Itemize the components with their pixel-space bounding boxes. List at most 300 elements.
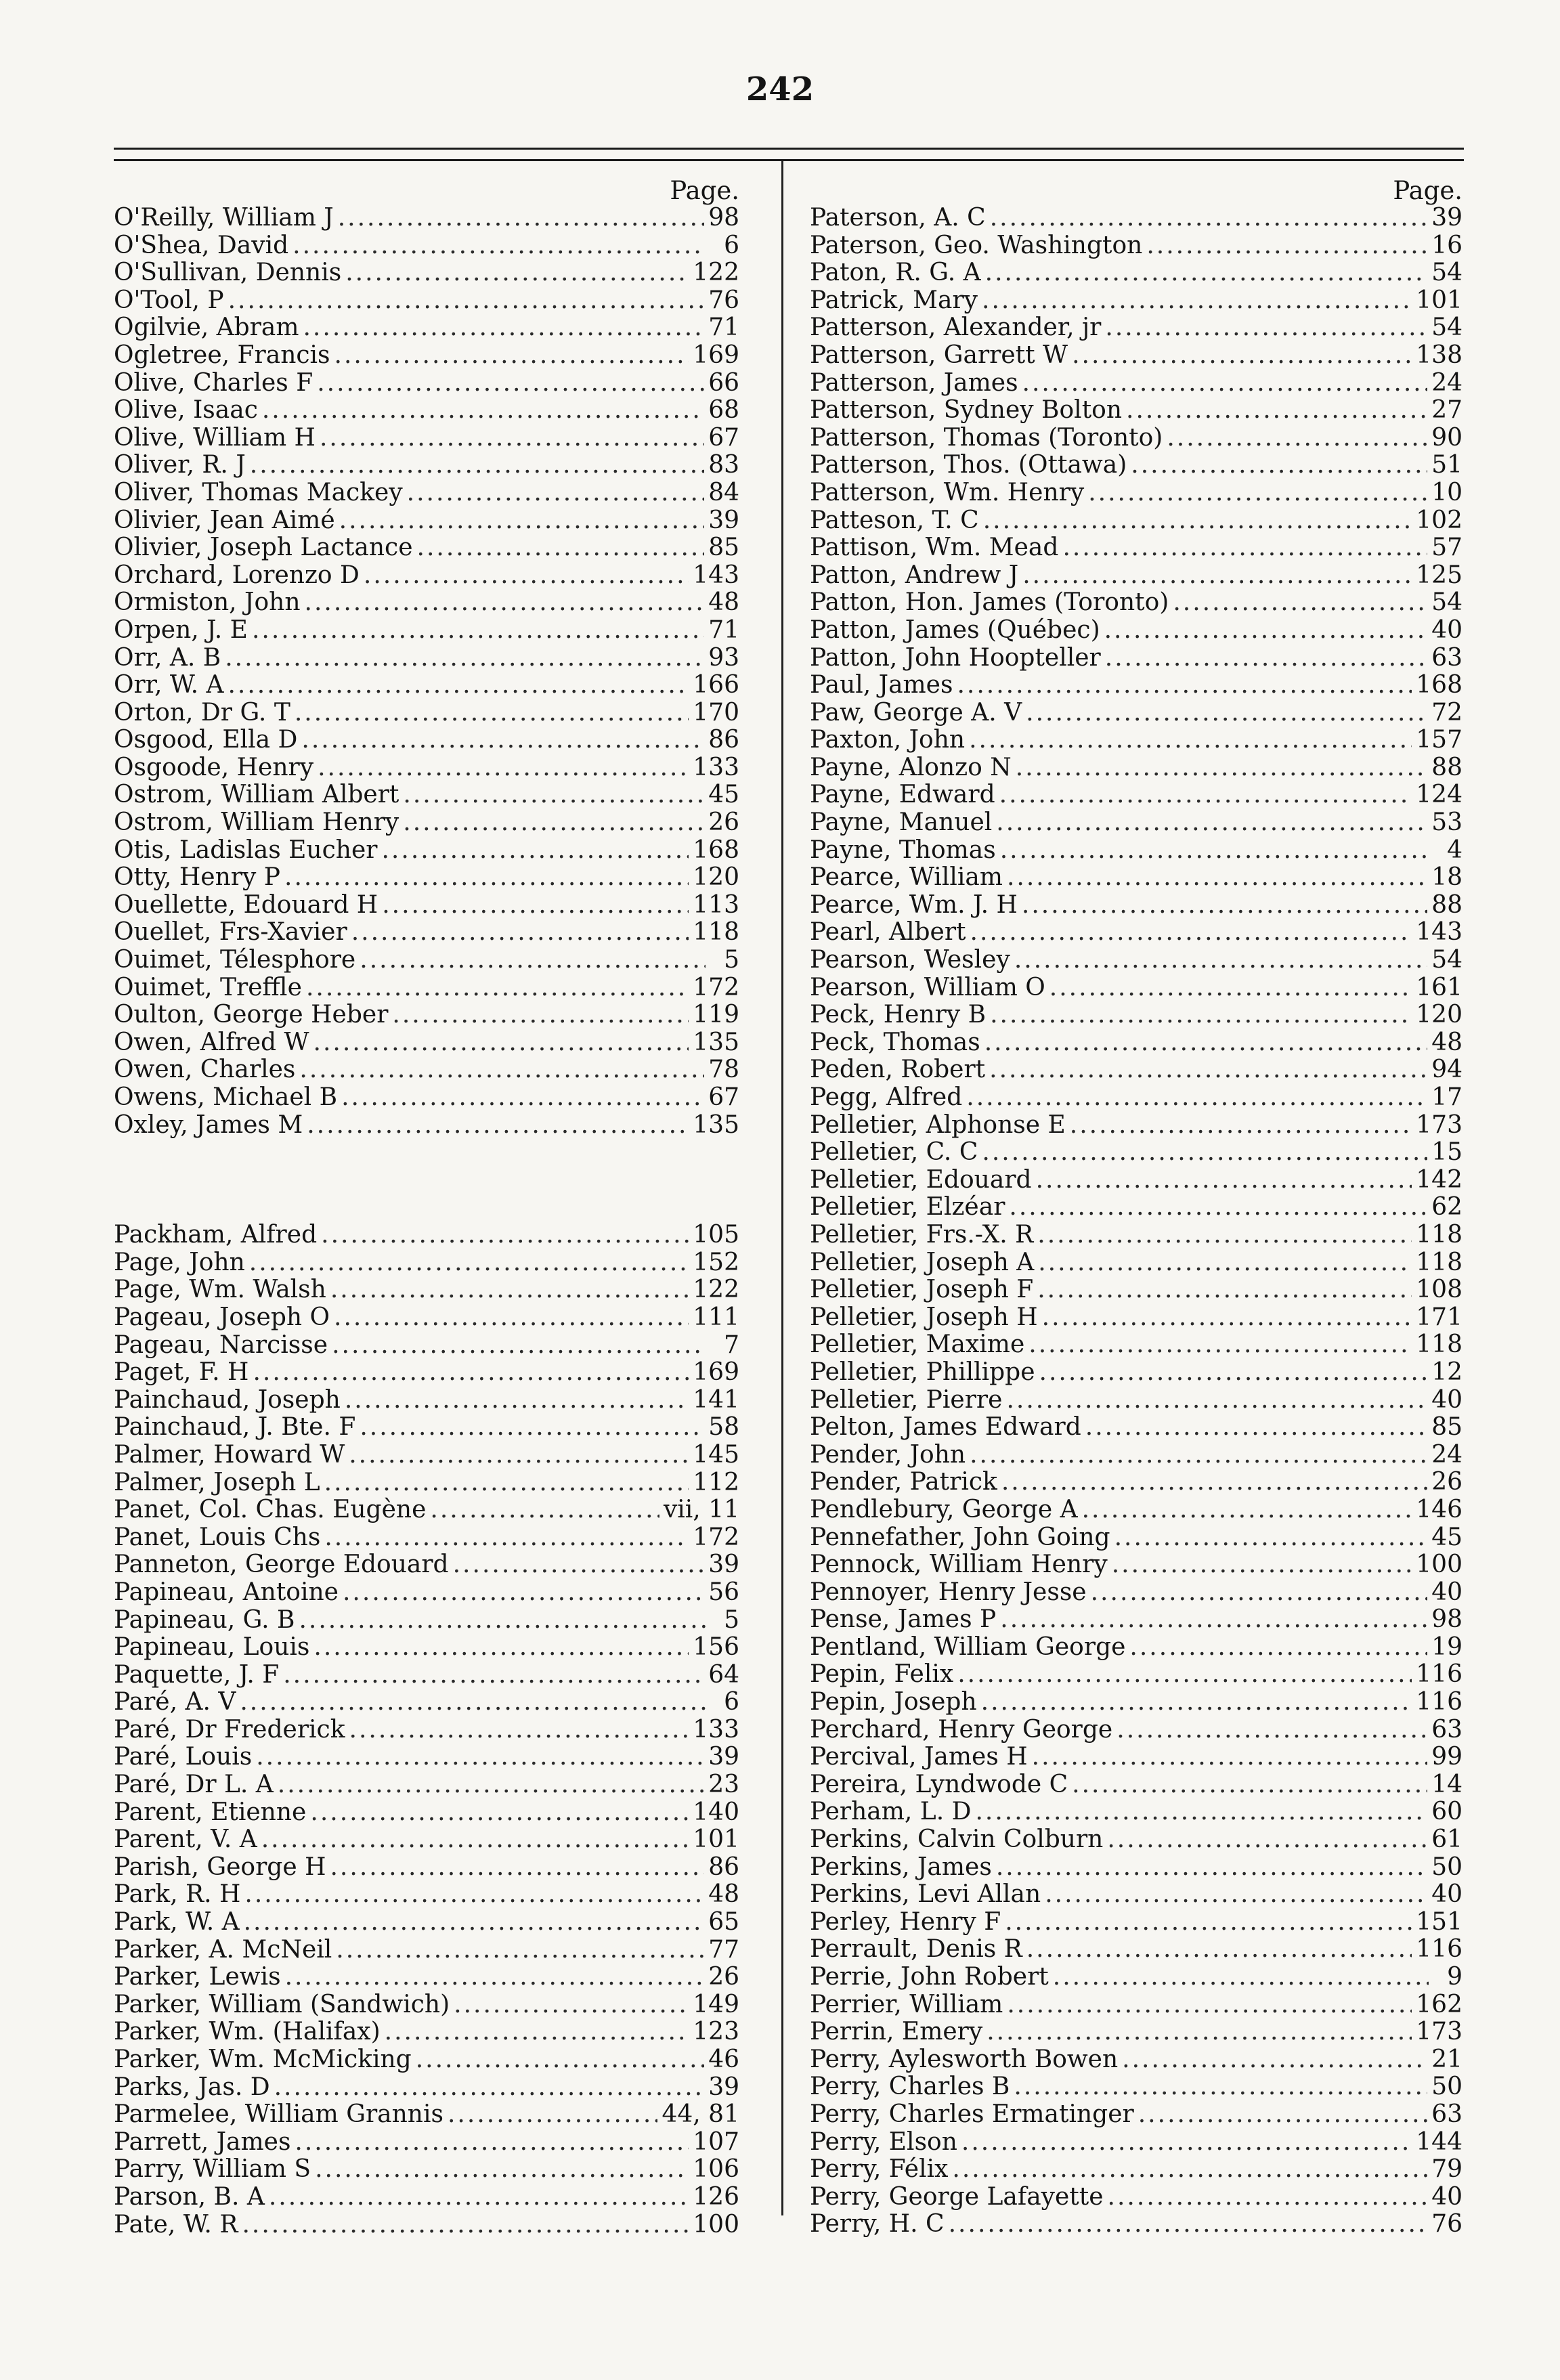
index-entry: [810, 617, 1462, 645]
dot-leader: [262, 397, 704, 425]
index-entry: [810, 974, 1462, 1002]
dot-leader: [1131, 452, 1427, 479]
entry-page: 71: [708, 615, 739, 644]
entry-page: 9: [1447, 1963, 1462, 1991]
index-entry: [114, 781, 739, 809]
header-double-rule: [114, 148, 1464, 161]
entry-page: 157: [1416, 726, 1462, 754]
entry-page: 120: [693, 863, 739, 892]
entry-name: Ostrom, William Henry: [114, 808, 399, 837]
index-entry: [810, 1276, 1462, 1304]
dot-leader: [349, 1442, 689, 1469]
entry-name: Pageau, Joseph O: [114, 1303, 330, 1331]
dot-leader: [1108, 2184, 1428, 2211]
index-entry: [114, 1964, 739, 1991]
entry-name: Payne, Manuel: [810, 808, 993, 837]
entry-page: 71: [708, 313, 739, 342]
dot-leader: [1009, 1194, 1427, 1221]
dot-leader: [982, 287, 1412, 315]
dot-leader: [970, 919, 1412, 947]
entry-name: Parker, Lewis: [114, 1963, 281, 1991]
entry-page: 135: [693, 1028, 739, 1056]
dot-leader: [360, 1414, 704, 1442]
index-entry: [810, 781, 1462, 809]
dot-leader: [1114, 1524, 1428, 1552]
entry-name: Olivier, Joseph Lactance: [114, 534, 413, 562]
index-entry: [114, 589, 739, 617]
entry-page: 40: [1431, 1578, 1462, 1606]
entry-name: Parker, William (Sandwich): [114, 1990, 450, 2018]
index-entry: [810, 1909, 1462, 1937]
dot-leader: [306, 974, 689, 1002]
entry-page: 63: [1431, 1715, 1462, 1744]
index-entry: [810, 534, 1462, 562]
entry-page: 6: [724, 231, 739, 259]
dot-leader: [1105, 645, 1427, 672]
dot-leader: [299, 1607, 706, 1635]
dot-leader: [295, 2129, 689, 2157]
entry-page: 99: [1431, 1743, 1462, 1771]
index-entry: [114, 479, 739, 507]
entry-page: 112: [693, 1468, 739, 1496]
dot-leader: [990, 204, 1427, 232]
index-entry: [810, 2101, 1462, 2129]
dot-leader: [1005, 1909, 1412, 1937]
dot-leader: [990, 1001, 1412, 1029]
entry-page: 67: [708, 423, 739, 452]
dot-leader: [228, 672, 689, 699]
index-entry: [810, 1606, 1462, 1634]
entry-page: 125: [1416, 561, 1462, 589]
entry-name: O'Tool, P: [114, 286, 224, 314]
index-entry: [114, 645, 739, 672]
index-entry: [114, 534, 739, 562]
entry-name: Ouimet, Télesphore: [114, 946, 356, 974]
entry-name: Pentland, William George: [810, 1632, 1126, 1661]
entry-page: 101: [1416, 286, 1462, 314]
dot-leader: [345, 259, 689, 287]
right-column: [810, 177, 1462, 2238]
dot-leader: [242, 2211, 689, 2239]
entry-name: Perkins, Calvin Colburn: [810, 1825, 1104, 1854]
entry-name: Parent, Etienne: [114, 1798, 307, 1826]
index-entry: [114, 809, 739, 837]
dot-leader: [1049, 974, 1412, 1002]
entry-page: 76: [708, 286, 739, 314]
entry-name: Pearl, Albert: [810, 918, 966, 947]
entry-page: 39: [708, 1551, 739, 1579]
entry-page: 77: [708, 1935, 739, 1964]
entry-page: 94: [1431, 1056, 1462, 1084]
index-entry: [114, 232, 739, 260]
index-entry: [810, 589, 1462, 617]
index-entry: [810, 2184, 1462, 2211]
index-entry: [810, 1029, 1462, 1057]
entry-page: 39: [708, 2073, 739, 2101]
index-entry: [810, 1524, 1462, 1552]
entry-page: 171: [1416, 1303, 1462, 1331]
dot-leader: [983, 507, 1412, 535]
entry-page: 48: [708, 588, 739, 617]
index-entry: [810, 1414, 1462, 1442]
entry-name: Paxton, John: [810, 726, 966, 754]
index-entry: [810, 259, 1462, 287]
entry-name: Pelletier, C. C: [810, 1138, 978, 1167]
index-entry: [114, 397, 739, 425]
dot-leader: [351, 919, 689, 947]
index-entry: [114, 699, 739, 727]
index-entry: [114, 727, 739, 754]
index-entry: [810, 1661, 1462, 1689]
dot-leader: [966, 1084, 1427, 1112]
entry-page: 18: [1431, 863, 1462, 892]
entry-name: Patton, John Hoopteller: [810, 643, 1101, 672]
index-entry: [810, 1249, 1462, 1277]
index-entry: [114, 1276, 739, 1304]
entry-page: 88: [1431, 753, 1462, 781]
index-entry: [114, 864, 739, 892]
entry-page: 40: [1431, 615, 1462, 644]
entry-name: Panneton, George Edouard: [114, 1551, 449, 1579]
entry-page: 39: [708, 506, 739, 534]
entry-page: 60: [1431, 1798, 1462, 1826]
index-entry: [114, 2074, 739, 2102]
dot-leader: [969, 727, 1412, 754]
entry-page: 100: [693, 2210, 739, 2238]
dot-leader: [961, 2129, 1412, 2157]
entry-name: Parent, V. A: [114, 1825, 257, 1854]
entry-name: Percival, James H: [810, 1743, 1028, 1771]
index-entry: [810, 342, 1462, 370]
dot-leader: [1001, 1469, 1427, 1496]
index-entry: [114, 1332, 739, 1360]
index-entry: [810, 919, 1462, 947]
dot-leader: [283, 1662, 704, 1689]
entry-name: Pelletier, Phillippe: [810, 1358, 1035, 1386]
left-column: [114, 177, 739, 2238]
dot-leader: [981, 1689, 1412, 1716]
index-entry: [114, 1249, 739, 1277]
index-entry: [114, 2184, 739, 2211]
entry-name: Paterson, A. C: [810, 204, 986, 232]
index-entry: [114, 754, 739, 782]
entry-name: Paré, A. V: [114, 1688, 236, 1716]
dot-leader: [1037, 1276, 1412, 1304]
entry-name: Olive, Charles F: [114, 368, 313, 397]
entry-name: Oxley, James M: [114, 1110, 303, 1139]
entry-page: 50: [1431, 1853, 1462, 1881]
dot-leader: [1112, 1551, 1412, 1579]
dot-leader: [360, 947, 706, 974]
entry-name: Owens, Michael B: [114, 1083, 338, 1111]
entry-name: Patton, Hon. James (Toronto): [810, 588, 1169, 617]
entry-name: Otis, Ladislas Eucher: [114, 836, 378, 864]
entry-name: Pennefather, John Going: [810, 1523, 1110, 1551]
index-entry: [114, 1414, 739, 1442]
index-entry: [810, 1551, 1462, 1579]
entry-page: 140: [693, 1798, 739, 1826]
entry-name: Pageau, Narcisse: [114, 1330, 328, 1359]
entry-page: 144: [1416, 2127, 1462, 2156]
entry-name: Pender, Patrick: [810, 1468, 997, 1496]
index-entry: [810, 1744, 1462, 1771]
entry-page: 172: [693, 1523, 739, 1551]
dot-leader: [225, 645, 704, 672]
entry-name: Parish, George H: [114, 1853, 326, 1881]
left-group-p: [114, 1221, 739, 2238]
index-entry: [114, 1909, 739, 1937]
entry-name: Perrie, John Robert: [810, 1963, 1049, 1991]
entry-page: 15: [1431, 1138, 1462, 1167]
index-entry: [810, 1001, 1462, 1029]
entry-name: Osgoode, Henry: [114, 753, 314, 781]
entry-page: 151: [1416, 1907, 1462, 1936]
index-entry: [114, 1304, 739, 1332]
entry-page: 133: [693, 753, 739, 781]
entry-name: Packham, Alfred: [114, 1221, 318, 1249]
entry-name: Pereira, Lyndwode C: [810, 1770, 1068, 1798]
dot-leader: [338, 204, 704, 232]
dot-leader: [454, 1991, 689, 2019]
entry-page: 61: [1431, 1825, 1462, 1854]
entry-name: Panet, Col. Chas. Eugène: [114, 1496, 427, 1524]
dot-leader: [249, 1249, 689, 1277]
dot-leader: [261, 1826, 689, 1854]
index-entry: [810, 1304, 1462, 1332]
entry-page: 145: [693, 1440, 739, 1469]
entry-name: Park, W. A: [114, 1908, 240, 1937]
dot-leader: [315, 2156, 689, 2184]
dot-leader: [1032, 1744, 1428, 1771]
index-entry: [810, 1798, 1462, 1826]
dot-leader: [228, 287, 705, 315]
left-column-header: Page.: [670, 176, 739, 205]
entry-name: Parrett, James: [114, 2127, 291, 2156]
entry-page: 107: [693, 2127, 739, 2156]
index-entry: [810, 507, 1462, 535]
dot-leader: [1014, 947, 1427, 974]
entry-page: 141: [693, 1385, 739, 1414]
entry-name: Patterson, Alexander, jr: [810, 313, 1102, 342]
dot-leader: [1026, 699, 1427, 727]
entry-name: Paré, Dr L. A: [114, 1771, 274, 1799]
entry-name: Perrin, Emery: [810, 2018, 983, 2046]
entry-name: Perham, L. D: [810, 1798, 972, 1826]
dot-leader: [403, 781, 704, 809]
entry-page: 100: [1416, 1551, 1462, 1579]
dot-leader: [1173, 589, 1427, 617]
dot-leader: [324, 1469, 689, 1497]
dot-leader: [392, 1001, 689, 1029]
entry-page: 105: [693, 1221, 739, 1249]
entry-name: Park, R. H: [114, 1880, 241, 1909]
dot-leader: [345, 1387, 689, 1414]
index-entry: [810, 892, 1462, 919]
dot-leader: [1072, 342, 1412, 370]
dot-leader: [1091, 1579, 1428, 1607]
entry-name: Pearce, William: [810, 863, 1003, 892]
dot-leader: [1088, 479, 1427, 507]
entry-page: 24: [1431, 1440, 1462, 1469]
dot-leader: [250, 452, 704, 479]
dot-leader: [984, 1029, 1427, 1057]
index-entry: [810, 1854, 1462, 1882]
entry-name: O'Sullivan, Dennis: [114, 259, 342, 287]
entry-name: Oliver, R. J: [114, 451, 246, 479]
index-entry: [114, 1854, 739, 1882]
entry-page: 76: [1431, 2210, 1462, 2238]
dot-leader: [1007, 1991, 1412, 2019]
index-entry: [114, 1937, 739, 1964]
entry-page: 16: [1431, 231, 1462, 259]
entry-page: 143: [1416, 918, 1462, 947]
entry-page: 106: [693, 2155, 739, 2184]
index-entry: [810, 1826, 1462, 1854]
entry-page: 168: [693, 836, 739, 864]
dot-leader: [349, 1716, 689, 1744]
dot-leader: [364, 562, 689, 590]
entry-page: 120: [1416, 1001, 1462, 1029]
dot-leader: [313, 1634, 689, 1662]
entry-name: Perry, H. C: [810, 2210, 945, 2238]
entry-page: 142: [1416, 1165, 1462, 1194]
index-entry: [114, 1029, 739, 1057]
entry-name: Pattison, Wm. Mead: [810, 534, 1059, 562]
entry-name: Perry, George Lafayette: [810, 2182, 1104, 2211]
index-entry: [114, 204, 739, 232]
entry-page: 50: [1431, 2073, 1462, 2101]
entry-page: 173: [1416, 2018, 1462, 2046]
index-entry: [810, 562, 1462, 590]
index-entry: [810, 1716, 1462, 1744]
entry-name: Perrier, William: [810, 1990, 1003, 2018]
entry-page: 113: [693, 890, 739, 919]
dot-leader: [1104, 617, 1428, 645]
entry-name: Ogilvie, Abram: [114, 313, 299, 342]
index-entry: [114, 892, 739, 919]
dot-leader: [385, 2018, 689, 2046]
entry-page: 98: [1431, 1605, 1462, 1634]
entry-page: 156: [693, 1633, 739, 1662]
dot-leader: [285, 1964, 705, 1991]
entry-page: 39: [708, 1743, 739, 1771]
dot-leader: [336, 1937, 704, 1964]
entry-page: 169: [693, 341, 739, 369]
dot-leader: [318, 754, 689, 782]
index-entry: [810, 1359, 1462, 1387]
entry-name: Perry, Aylesworth Bowen: [810, 2045, 1119, 2073]
entry-page: 39: [1431, 204, 1462, 232]
dot-leader: [448, 2101, 658, 2129]
entry-page: 54: [1431, 946, 1462, 974]
dot-leader: [1167, 425, 1427, 452]
dot-leader: [313, 1029, 689, 1057]
entry-page: 54: [1431, 259, 1462, 287]
dot-leader: [1022, 892, 1427, 919]
dot-leader: [957, 672, 1412, 699]
dot-leader: [989, 1056, 1427, 1084]
index-entry: [114, 1744, 739, 1771]
entry-name: Pelletier, Elzéar: [810, 1193, 1005, 1221]
index-entry: [810, 754, 1462, 782]
entry-name: Paré, Louis: [114, 1743, 253, 1771]
dot-leader: [382, 892, 689, 919]
entry-page: 122: [693, 1276, 739, 1304]
index-entry: [810, 232, 1462, 260]
entry-name: Perrault, Denis R: [810, 1935, 1022, 1964]
dot-leader: [949, 2211, 1428, 2238]
entry-page: 14: [1431, 1770, 1462, 1798]
dot-leader: [244, 1881, 704, 1909]
dot-leader: [1028, 1331, 1412, 1359]
entry-page: 63: [1431, 643, 1462, 672]
dot-leader: [407, 479, 705, 507]
entry-page: 169: [693, 1358, 739, 1387]
dot-leader: [1038, 1249, 1412, 1277]
index-entry: [810, 287, 1462, 315]
dot-leader: [1045, 1881, 1427, 1909]
index-entry: [810, 809, 1462, 837]
dot-leader: [295, 699, 689, 727]
entry-page: 119: [693, 1001, 739, 1029]
entry-name: Parson, B. A: [114, 2182, 265, 2211]
right-column-header: Page.: [1393, 176, 1462, 205]
entry-page: 86: [708, 1853, 739, 1881]
right-entries: [810, 204, 1462, 2238]
entry-name: Ouellet, Frs-Xavier: [114, 918, 347, 947]
index-entry: [810, 1991, 1462, 2019]
entry-page: 102: [1416, 506, 1462, 534]
index-entry: [810, 1579, 1462, 1607]
entry-page: 40: [1431, 1385, 1462, 1414]
index-entry: [810, 204, 1462, 232]
entry-name: Pearce, Wm. J. H: [810, 890, 1018, 919]
entry-name: Orr, A. B: [114, 643, 221, 672]
index-entry: [810, 864, 1462, 892]
entry-page: 173: [1416, 1110, 1462, 1139]
index-entry: [114, 425, 739, 452]
entry-name: Pelletier, Joseph A: [810, 1248, 1035, 1276]
index-entry: [810, 1496, 1462, 1524]
entry-page: 88: [1431, 890, 1462, 919]
entry-page: 63: [1431, 2100, 1462, 2128]
entry-name: Pelletier, Joseph H: [810, 1303, 1038, 1331]
dot-leader: [334, 342, 689, 370]
entry-page: 124: [1416, 781, 1462, 809]
index-entry: [114, 974, 739, 1002]
dot-leader: [430, 1496, 659, 1524]
index-entry: [114, 1442, 739, 1469]
entry-name: Page, Wm. Walsh: [114, 1276, 326, 1304]
entry-page: 149: [693, 1990, 739, 2018]
dot-leader: [1138, 2101, 1427, 2129]
index-entry: [810, 1936, 1462, 1964]
entry-page: 66: [708, 368, 739, 397]
index-entry: [114, 919, 739, 947]
dot-leader: [403, 809, 704, 837]
index-entry: [114, 342, 739, 370]
entry-name: Pelletier, Frs.-X. R: [810, 1220, 1034, 1249]
dot-leader: [1105, 314, 1427, 342]
entry-name: Perry, Charles Ermatinger: [810, 2100, 1134, 2128]
index-entry: [114, 370, 739, 397]
entry-page: 86: [708, 726, 739, 754]
dot-leader: [970, 1442, 1427, 1469]
index-entry: [810, 425, 1462, 452]
dot-leader: [1062, 534, 1427, 562]
dot-leader: [310, 1799, 689, 1827]
entry-name: Perkins, Levi Allan: [810, 1880, 1041, 1909]
